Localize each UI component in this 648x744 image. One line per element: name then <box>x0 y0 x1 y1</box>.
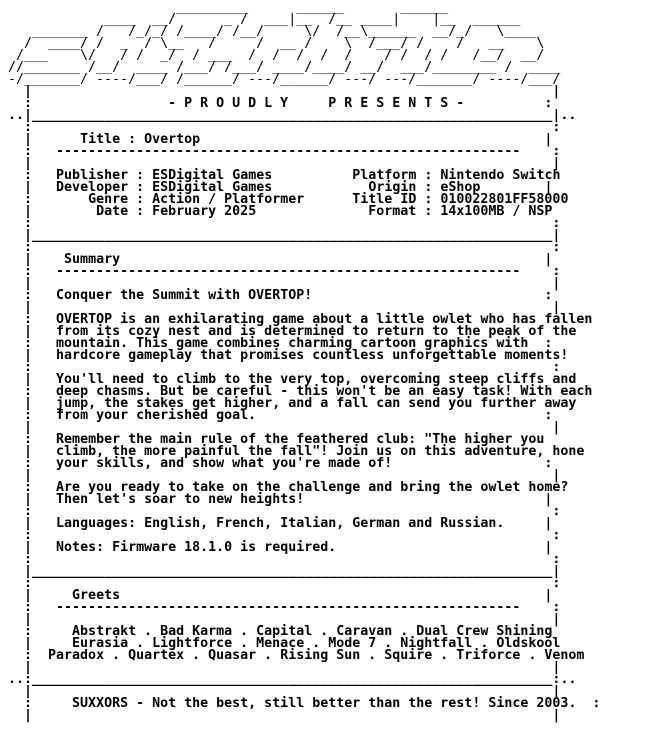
summary-heading: Summary <box>64 252 121 267</box>
title-id-value: 010022801FF58000 <box>440 192 569 207</box>
format-label: Format <box>368 204 417 219</box>
frame-divider: ..:_________________________________________________________________:.. <box>8 672 577 687</box>
summary-text: Are you ready to take on the challenge and bring the owlet home? <box>56 480 569 495</box>
summary-row: | Languages: English, French, Italian, German and Russian. | <box>8 516 553 531</box>
info-row: : Publisher : ESDigital Games Platform : Nintendo Switch <box>8 168 561 183</box>
languages-text: Languages: English, French, Italian, German and Russian. <box>56 516 505 531</box>
greets-row: : Paradox . Quartex . Quasar . Rising Sun . Squire . Triforce . Venom <box>8 648 585 663</box>
summary-text: deep chasms. But be careful - this won't be an easy task! With each <box>56 384 593 399</box>
game-title: Overtop <box>144 132 201 147</box>
logo-art-line: ____ __/ _ / ___|__ /__ ____| |__ ______ <box>8 12 521 27</box>
format-value: 14x100MB / NSP <box>440 204 553 219</box>
title-label: Title <box>80 132 121 147</box>
summary-row: | hardcore gameplay that promises countless unforgettable moments! <box>8 348 569 363</box>
summary-row: : OVERTOP is an exhilarating game about a little owlet who has fallen <box>8 312 593 327</box>
summary-text: Remember the main rule of the feathered club: "The higher you <box>56 432 545 447</box>
genre-label: Genre <box>88 192 129 207</box>
greets-row: : Abstrakt . Bad Karma . Capital . Caravan . Dual Crew Shining <box>8 624 553 639</box>
summary-row: | Notes: Firmware 18.1.0 is required. | <box>8 540 553 555</box>
frame-row: : : <box>8 216 561 231</box>
summary-text: from its cozy nest and is determined to return to the peak of the <box>56 324 577 339</box>
summary-tagline: Conquer the Summit with OVERTOP! <box>56 288 313 303</box>
frame-row: | | <box>8 420 561 435</box>
frame-top: | | <box>8 84 561 99</box>
info-row: | Developer : ESDigital Games Origin : eShop | <box>8 180 553 195</box>
frame-divider: |_________________________________________________________________| <box>8 228 561 243</box>
summary-row: : Remember the main rule of the feathered club: "The higher you <box>8 432 545 447</box>
frame-divider: ..|_________________________________________________________________|.. <box>8 108 577 123</box>
developer-value: ESDigital Games <box>152 180 273 195</box>
summary-row: | climb, the more painful the fall"! Join us on this adventure, hone <box>8 444 585 459</box>
logo-art-line: //_______ /__/ ____ /___/ /___/ ____/____/ __/ ___/________ / ____ <box>8 60 561 75</box>
developer-label: Developer <box>56 180 129 195</box>
summary-row: : deep chasms. But be careful - this won't be an easy task! With each <box>8 384 593 399</box>
greets-line: Eurasia . Lightforce . Menace . Mode 7 . Nightfall . Oldskool <box>72 636 561 651</box>
frame-row: | | <box>8 684 561 699</box>
logo-art-line: _______ / /_/_/ /____/ /__/ \/ /__\______ __/_/ \____ <box>8 24 537 39</box>
summary-text: hardcore gameplay that promises countless unforgettable moments! <box>56 348 569 363</box>
frame-divider: |_________________________________________________________________| <box>8 564 561 579</box>
summary-text: jump, the stakes get higher, and a fall can send you further away <box>56 396 577 411</box>
presents-row: : - P R O U D L Y P R E S E N T S - : <box>8 96 553 111</box>
frame-row: | | <box>8 300 561 315</box>
title-row: | Title : Overtop | <box>8 132 553 147</box>
summary-text: your skills, and show what you're made of! <box>56 456 393 471</box>
summary-text: You'll need to climb to the very top, overcoming steep cliffs and <box>56 372 577 387</box>
origin-value: eShop <box>440 180 481 195</box>
summary-text: from your cherished goal. <box>56 408 257 423</box>
footer-row: : SUXXORS - Not the best, still better than the rest! Since 2003. : <box>8 696 601 711</box>
info-row: : Genre : Action / Platformer Title ID : 010022801FF58000 <box>8 192 569 207</box>
frame-row: : : <box>8 504 561 519</box>
title-rule: : ---------------------------------------------------------- : <box>8 144 561 159</box>
greets-heading: Greets <box>72 588 121 603</box>
summary-row: : your skills, and show what you're made of! : <box>8 456 553 471</box>
summary-heading-row: | Summary | <box>8 252 553 267</box>
summary-row: | from its cozy nest and is determined to return to the peak of the <box>8 324 577 339</box>
logo-art-line: _________ ______ ______ <box>8 0 449 15</box>
greets-line: Paradox . Quartex . Quasar . Rising Sun . Squire . Triforce . Venom <box>48 648 585 663</box>
frame-row: : : <box>8 120 561 135</box>
frame-row: | | <box>8 612 561 627</box>
origin-label: Origin <box>368 180 417 195</box>
publisher-value: ESDigital Games <box>152 168 273 183</box>
frame-row: | | <box>8 468 561 483</box>
frame-row: : : <box>8 576 561 591</box>
greets-rule: : ---------------------------------------------------------- : <box>8 600 561 615</box>
date-value: February 2025 <box>152 204 257 219</box>
frame-row: | | <box>8 660 561 675</box>
greets-row: | Eurasia . Lightforce . Menace . Mode 7 . Nightfall . Oldskool <box>8 636 561 651</box>
greets-line: Abstrakt . Bad Karma . Capital . Caravan . Dual Crew Shining <box>72 624 553 639</box>
platform-label: Platform <box>352 168 417 183</box>
title-id-label: Title ID <box>352 192 417 207</box>
frame-row: : : <box>8 240 561 255</box>
summary-text: mountain. This game combines charming cartoon graphics with <box>56 336 529 351</box>
logo-art-line: -/_______/ ----/___/ /______/ ---/______/ ---/ ---/_______/ ----/___/ <box>8 72 561 87</box>
publisher-label: Publisher <box>56 168 129 183</box>
footer-tagline: SUXXORS - Not the best, still better than the rest! Since 2003. <box>72 696 577 711</box>
summary-row: | jump, the stakes get higher, and a fall can send you further away <box>8 396 577 411</box>
nfo-document <box>8 2 600 722</box>
summary-rule: : ---------------------------------------------------------- : <box>8 264 561 279</box>
frame-row: : : <box>8 528 561 543</box>
summary-text: OVERTOP is an exhilarating game about a little owlet who has fallen <box>56 312 593 327</box>
frame-bottom: | | <box>8 708 561 723</box>
date-label: Date <box>96 204 129 219</box>
genre-value: Action / Platformer <box>152 192 305 207</box>
notes-text: Notes: Firmware 18.1.0 is required. <box>56 540 337 555</box>
summary-row: : Are you ready to take on the challenge and bring the owlet home? <box>8 480 569 495</box>
summary-row: : Conquer the Summit with OVERTOP! : <box>8 288 553 303</box>
frame-row: : : <box>8 552 561 567</box>
presents-banner: - P R O U D L Y P R E S E N T S - <box>168 96 465 111</box>
logo-art-line: / ____/ / _ / \__ / / __ / \ /___/ / / __ \ <box>8 36 545 51</box>
frame-row: | | <box>8 156 561 171</box>
frame-row: | | <box>8 276 561 291</box>
summary-row: | Then let's soar to new heights! | <box>8 492 553 507</box>
summary-row: : from your cherished goal. : <box>8 408 553 423</box>
platform-value: Nintendo Switch <box>440 168 561 183</box>
frame-row: : : <box>8 360 561 375</box>
logo-art-line: /___ \/ / / _/ / ___ / / / / / / / / / /__/ __/ <box>8 48 545 63</box>
info-row: | Date : February 2025 Format : 14x100MB / NSP <box>8 204 553 219</box>
summary-row: | You'll need to climb to the very top, overcoming steep cliffs and <box>8 372 577 387</box>
summary-row: : mountain. This game combines charming cartoon graphics with : <box>8 336 553 351</box>
summary-text: climb, the more painful the fall"! Join us on this adventure, hone <box>56 444 585 459</box>
greets-heading-row: | Greets | <box>8 588 553 603</box>
summary-text: Then let's soar to new heights! <box>56 492 305 507</box>
